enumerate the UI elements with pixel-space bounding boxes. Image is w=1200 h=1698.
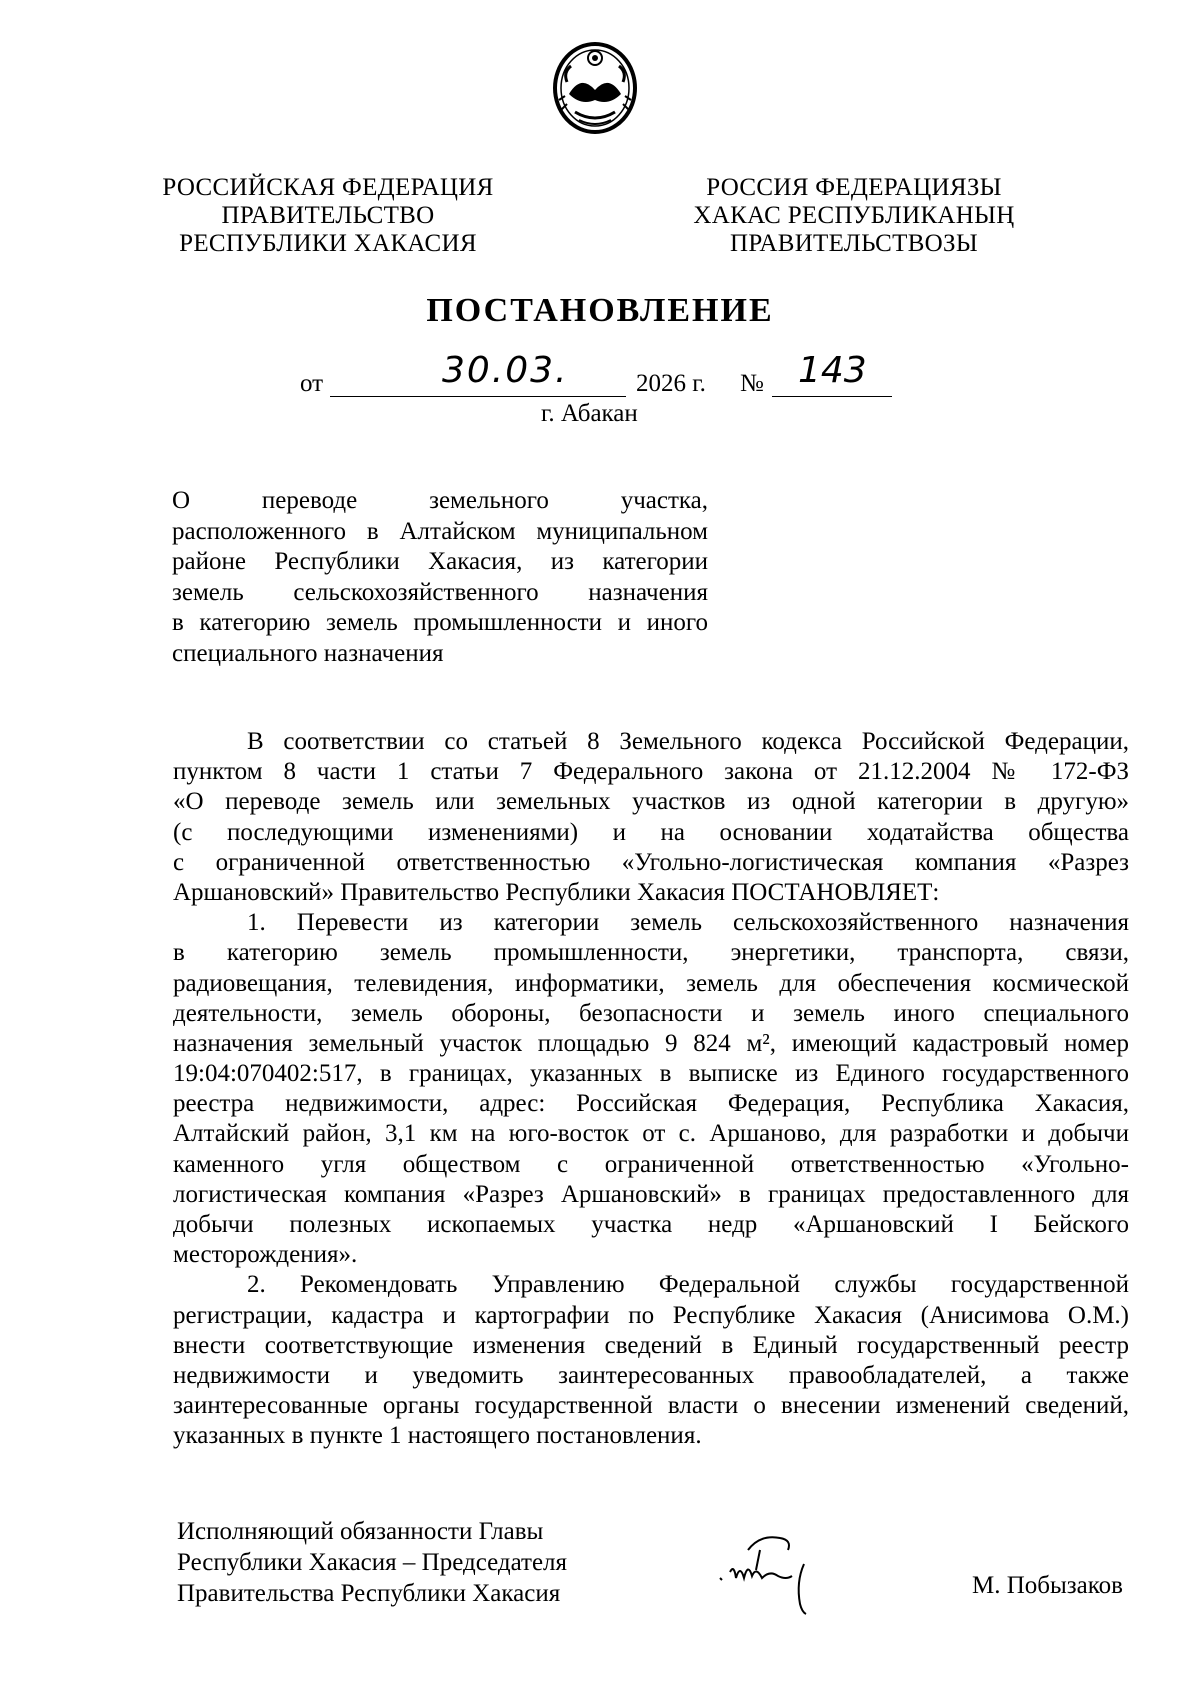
date-number-line: [0, 350, 1200, 398]
subject-line: земель сельскохозяйственного назначения: [172, 578, 708, 606]
position-line-1: Исполняющий обязанности Главы: [177, 1518, 544, 1545]
body-line: с ограниченной ответственностью «Угольно-логистическая компания «Разрез: [173, 848, 1129, 876]
body-line: пунктом 8 части 1 статьи 7 Федерального закона от 21.12.2004 № 172-ФЗ: [173, 758, 1129, 786]
body-line: внести соответствующие изменения сведений в Единый государственный реестр: [173, 1331, 1129, 1359]
handwritten-signature: [700, 1520, 850, 1620]
body-line: реестра недвижимости, адрес: Российская Федерация, Республика Хакасия,: [173, 1090, 1129, 1118]
body-line: «О переводе земель или земельных участков из одной категории в другую»: [173, 788, 1129, 816]
body-line: каменного угля обществом с ограниченной ответственностью «Угольно-: [173, 1150, 1129, 1178]
body-line: Алтайский район, 3,1 км на юго-восток от с. Аршаново, для разработки и добычи: [173, 1120, 1129, 1148]
handwritten-date: 30.03.: [442, 350, 569, 391]
body-line: радиовещания, телевидения, информатики, земель для обеспечения космической: [173, 969, 1129, 997]
header-left-line-1: РОССИЙСКАЯ ФЕДЕРАЦИЯ: [162, 174, 494, 201]
document-body: [173, 727, 1129, 1452]
body-line: указанных в пункте 1 настоящего постановления.: [173, 1422, 702, 1450]
document-title: ПОСТАНОВЛЕНИЕ: [426, 292, 774, 329]
body-line: (с последующими изменениями) и на основании ходатайства общества: [173, 818, 1129, 846]
body-line: регистрации, кадастра и картографии по Республике Хакасия (Анисимова О.М.): [173, 1301, 1129, 1329]
header-right-line-1: РОССИЯ ФЕДЕРАЦИЯЗЫ: [706, 174, 1002, 201]
header-right-line-2: ХАКАС РЕСПУБЛИКАНЫҢ: [693, 202, 1015, 229]
body-line: добычи полезных ископаемых участка недр «Аршановский I Бейского: [173, 1211, 1129, 1238]
body-line: деятельности, земель обороны, безопасности и земель иного специального: [173, 999, 1129, 1027]
subject-line: специального назначения: [172, 639, 444, 667]
body-line: заинтересованные органы государственной власти о внесении изменений сведений,: [173, 1392, 1129, 1420]
subject-line: в категорию земель промышленности и иного: [172, 609, 708, 636]
signatory-name: М. Побызаков: [972, 1572, 1123, 1599]
body-line: 2. Рекомендовать Управлению Федеральной службы государственной: [247, 1271, 1129, 1299]
coat-of-arms-emblem: [545, 34, 645, 138]
handwritten-number: 143: [798, 350, 867, 391]
header-right-line-3: ПРАВИТЕЛЬСТВОЗЫ: [730, 230, 978, 257]
date-year: 2026 г.: [636, 370, 706, 397]
header-left: [138, 174, 518, 258]
signatory-position: [177, 1516, 567, 1609]
body-line: недвижимости и уведомить заинтересованных правообладателей, а также: [173, 1361, 1129, 1389]
header-left-line-2: ПРАВИТЕЛЬСТВО: [221, 202, 435, 229]
body-line: Аршановский» Правительство Республики Хакасия ПОСТАНОВЛЯЕТ:: [173, 878, 940, 906]
subject-line: расположенного в Алтайском муниципальном: [172, 517, 708, 545]
body-line: 1. Перевести из категории земель сельскохозяйственного назначения: [247, 909, 1129, 937]
subject-heading: [172, 486, 708, 669]
date-from-label: от: [300, 370, 324, 397]
header-left-line-3: РЕСПУБЛИКИ ХАКАСИЯ: [179, 230, 477, 257]
body-line: логистическая компания «Разрез Аршановский» в границах предоставленного для: [173, 1180, 1129, 1208]
body-line: 19:04:070402:517, в границах, указанных в выписке из Единого государственного: [173, 1060, 1129, 1088]
subject-line: районе Республики Хакасия, из категории: [172, 548, 708, 575]
subject-line: О переводе земельного участка,: [172, 487, 708, 514]
body-line: в категорию земель промышленности, энергетики, транспорта, связи,: [173, 939, 1129, 967]
position-line-3: Правительства Республики Хакасия: [177, 1580, 561, 1607]
position-line-2: Республики Хакасия – Председателя: [177, 1549, 568, 1576]
body-line: месторождения».: [173, 1241, 358, 1269]
number-label: №: [740, 370, 764, 397]
body-line: назначения земельный участок площадью 9 824 м², имеющий кадастровый номер: [173, 1029, 1129, 1057]
body-line: В соответствии со статьей 8 Земельного кодекса Российской Федерации,: [247, 728, 1129, 755]
header-right: [664, 174, 1044, 258]
city-name: г. Абакан: [541, 400, 638, 427]
